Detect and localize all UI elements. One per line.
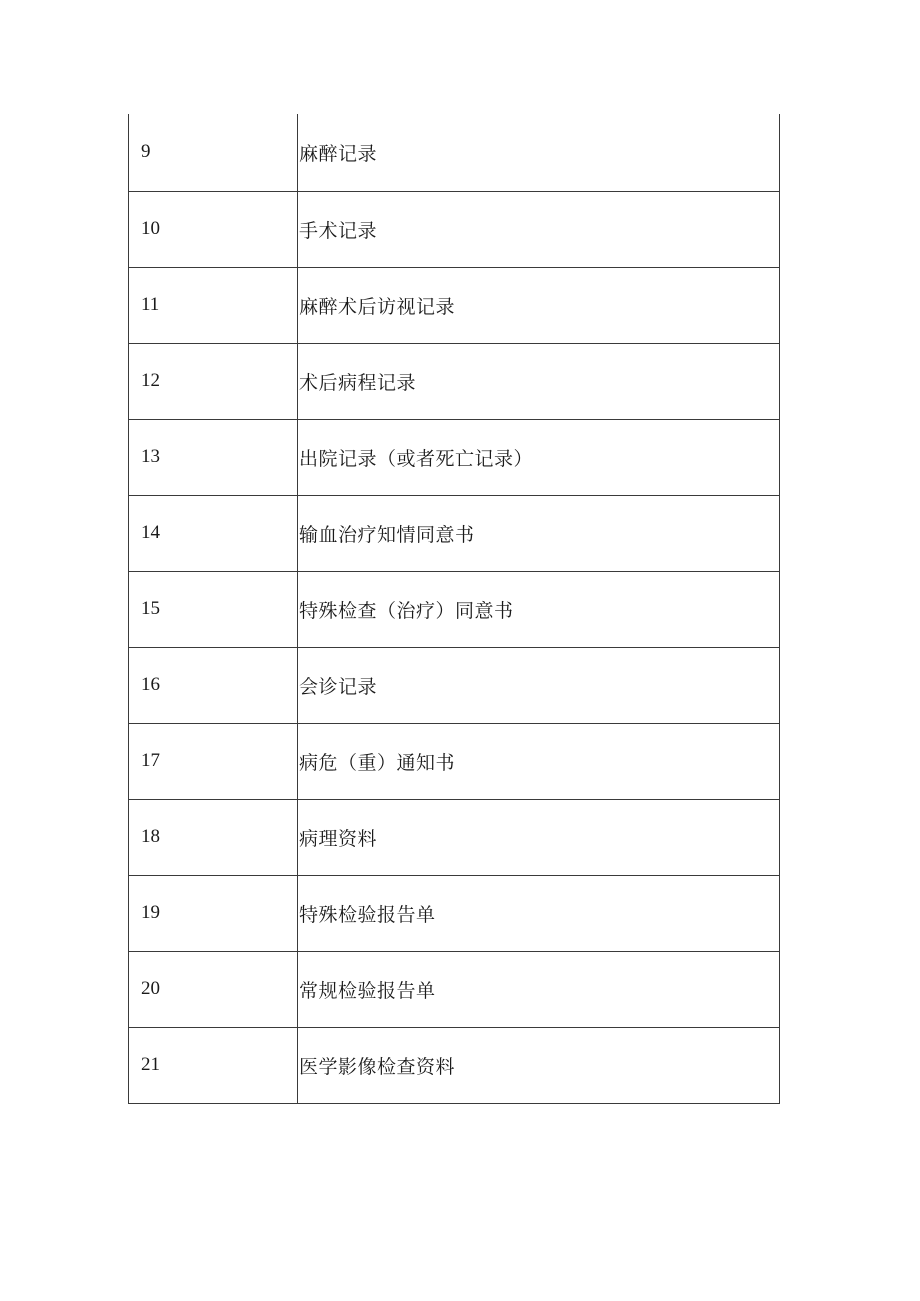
table-row <box>129 267 780 343</box>
table-row <box>129 1027 780 1103</box>
record-name: 特殊检验报告单 <box>298 875 780 951</box>
record-name: 术后病程记录 <box>298 343 780 419</box>
record-name: 特殊检查（治疗）同意书 <box>298 571 780 647</box>
table-row <box>129 495 780 571</box>
record-name: 常规检验报告单 <box>298 951 780 1027</box>
row-number: 15 <box>129 571 298 647</box>
table-row <box>129 799 780 875</box>
record-name: 病理资料 <box>298 799 780 875</box>
table-row <box>129 191 780 267</box>
table-body <box>129 114 780 1103</box>
row-number: 21 <box>129 1027 298 1103</box>
row-number: 17 <box>129 723 298 799</box>
table-row <box>129 647 780 723</box>
row-number: 18 <box>129 799 298 875</box>
row-number: 19 <box>129 875 298 951</box>
record-name: 输血治疗知情同意书 <box>298 495 780 571</box>
row-number: 12 <box>129 343 298 419</box>
table-row <box>129 875 780 951</box>
table-row <box>129 571 780 647</box>
row-number: 11 <box>129 267 298 343</box>
row-number: 14 <box>129 495 298 571</box>
record-name: 麻醉术后访视记录 <box>298 267 780 343</box>
row-number: 10 <box>129 191 298 267</box>
table-row <box>129 419 780 495</box>
row-number: 20 <box>129 951 298 1027</box>
record-name: 医学影像检查资料 <box>298 1027 780 1103</box>
row-number: 9 <box>129 114 298 191</box>
row-number: 16 <box>129 647 298 723</box>
table-row <box>129 723 780 799</box>
record-name: 手术记录 <box>298 191 780 267</box>
record-name: 出院记录（或者死亡记录） <box>298 419 780 495</box>
table-row <box>129 114 780 191</box>
table-row <box>129 951 780 1027</box>
record-name: 会诊记录 <box>298 647 780 723</box>
record-name: 病危（重）通知书 <box>298 723 780 799</box>
table-row <box>129 343 780 419</box>
medical-records-table <box>128 114 780 1104</box>
record-name: 麻醉记录 <box>298 114 780 191</box>
row-number: 13 <box>129 419 298 495</box>
